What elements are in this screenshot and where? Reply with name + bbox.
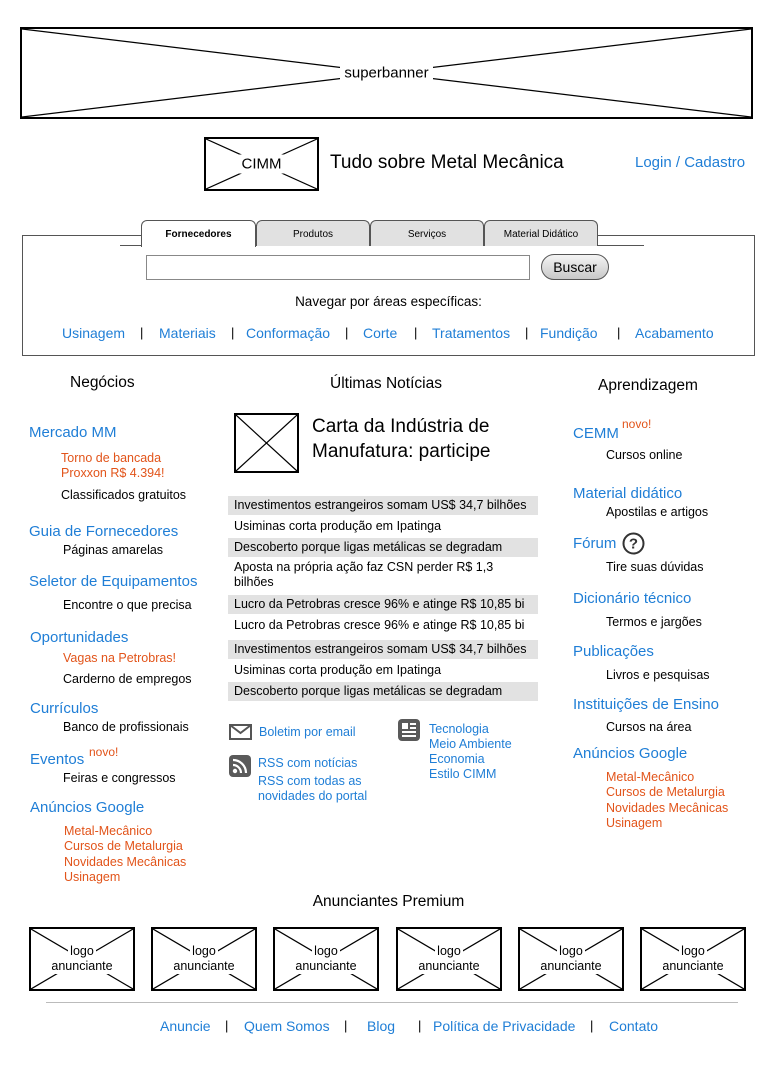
seletor-sub: Encontre o que precisa — [63, 598, 192, 612]
advertiser-logo[interactable] — [640, 927, 746, 991]
advertiser-logo[interactable] — [518, 927, 624, 991]
advertiser-logo[interactable] — [151, 927, 257, 991]
curriculos-sub: Banco de profissionais — [63, 720, 189, 734]
eventos-new-badge: novo! — [89, 745, 119, 759]
instituicoes-sub: Cursos na área — [606, 720, 692, 734]
logo-label: anunciante — [173, 959, 235, 973]
guia-sub: Páginas amarelas — [63, 543, 164, 557]
logo-label: logo — [559, 944, 583, 958]
separator: | — [617, 325, 621, 340]
noticias-title: Últimas Notícias — [330, 375, 442, 392]
google-ad-link[interactable]: Cursos de Metalurgia — [606, 785, 725, 799]
rss-all-link-line1[interactable]: RSS com todas as — [258, 774, 362, 788]
google-ad-link[interactable]: Usinagem — [606, 816, 663, 830]
tab-servicos[interactable]: Serviços — [370, 220, 484, 246]
separator: | — [525, 325, 529, 340]
area-usinagem[interactable]: Usinagem — [62, 325, 126, 341]
google-ad-link[interactable]: Metal-Mecânico — [64, 824, 153, 838]
superbanner[interactable] — [20, 27, 753, 119]
area-materiais[interactable]: Materiais — [159, 325, 216, 341]
logo-label: logo — [70, 944, 94, 958]
advertiser-logo[interactable] — [29, 927, 135, 991]
oportunidades-sub: Carderno de empregos — [63, 672, 192, 686]
cemm-sub: Cursos online — [606, 448, 683, 462]
news-item[interactable]: Usiminas corta produção em Ipatinga — [234, 519, 442, 533]
oportunidades-promo[interactable]: Vagas na Petrobras! — [63, 651, 177, 665]
category-link[interactable]: Economia — [429, 752, 485, 766]
google-ad-link[interactable]: Metal-Mecânico — [606, 770, 695, 784]
separator: | — [231, 325, 235, 340]
news-item[interactable]: Descoberto porque ligas metálicas se degradam — [228, 682, 538, 701]
search-button[interactable]: Buscar — [541, 254, 609, 280]
tab-fornecedores[interactable]: Fornecedores — [141, 220, 256, 247]
google-ad-link[interactable]: Novidades Mecânicas — [606, 801, 729, 815]
separator: | — [590, 1018, 594, 1033]
footer-divider — [46, 1002, 738, 1003]
news-item[interactable]: Usiminas corta produção em Ipatinga — [234, 663, 442, 677]
premium-title: Anunciantes Premium — [312, 893, 465, 910]
newspaper-icon — [398, 719, 420, 741]
separator: | — [345, 325, 349, 340]
material-sub: Apostilas e artigos — [606, 505, 709, 519]
placeholder-cross-icon — [236, 415, 297, 471]
advertiser-logo[interactable] — [273, 927, 379, 991]
separator: | — [225, 1018, 229, 1033]
separator: | — [414, 325, 418, 340]
svg-text:?: ? — [628, 535, 639, 553]
area-acabamento[interactable]: Acabamento — [635, 325, 714, 341]
site-logo-label: CIMM — [238, 155, 286, 174]
separator: | — [344, 1018, 348, 1033]
search-input[interactable] — [146, 255, 530, 280]
tab-produtos[interactable]: Produtos — [256, 220, 370, 246]
instituicoes-link[interactable]: Instituições de Ensino — [573, 696, 719, 713]
cemm-link[interactable]: CEMM — [573, 425, 619, 442]
logo-label: logo — [314, 944, 338, 958]
footer-link-contato[interactable]: Contato — [609, 1018, 659, 1034]
curriculos-link[interactable]: Currículos — [30, 700, 99, 717]
footer-link-anuncie[interactable]: Anuncie — [160, 1018, 211, 1034]
tab-material-didatico[interactable]: Material Didático — [484, 220, 598, 246]
rss-all-link-line2[interactable]: novidades do portal — [258, 789, 368, 803]
mercado-mm-link[interactable]: Mercado MM — [29, 424, 117, 441]
logo-label: anunciante — [418, 959, 480, 973]
forum-link[interactable]: Fórum — [573, 535, 617, 552]
category-link[interactable]: Tecnologia — [429, 722, 489, 736]
email-icon — [229, 724, 252, 740]
footer-link-privacidade[interactable]: Política de Privacidade — [433, 1018, 576, 1034]
cemm-new-badge: novo! — [622, 417, 652, 431]
news-item[interactable]: Descoberto porque ligas metálicas se degradam — [228, 538, 538, 557]
site-tagline: Tudo sobre Metal Mecânica — [330, 152, 564, 173]
negocios-title: Negócios — [70, 374, 135, 391]
google-ad-link[interactable]: Usinagem — [64, 870, 121, 884]
category-link[interactable]: Meio Ambiente — [429, 737, 512, 751]
rss-news-link[interactable]: RSS com notícias — [258, 756, 358, 770]
separator: | — [140, 325, 144, 340]
oportunidades-link[interactable]: Oportunidades — [30, 629, 129, 646]
news-item[interactable]: Investimentos estrangeiros somam US$ 34,7 bilhões — [228, 496, 538, 515]
google-ad-link[interactable]: Novidades Mecânicas — [64, 855, 187, 869]
forum-sub: Tire suas dúvidas — [606, 560, 704, 574]
publicacoes-sub: Livros e pesquisas — [606, 668, 710, 682]
featured-news-image[interactable] — [234, 413, 299, 473]
superbanner-label: superbanner — [340, 64, 432, 83]
guia-fornecedores-link[interactable]: Guia de Fornecedores — [29, 523, 179, 540]
separator: | — [418, 1018, 422, 1033]
featured-news-title[interactable]: Carta da Indústria de Manufatura: participe — [312, 416, 491, 462]
dicionario-sub: Termos e jargões — [606, 615, 702, 629]
logo-label: logo — [192, 944, 216, 958]
logo-label: anunciante — [540, 959, 602, 973]
news-item[interactable]: Aposta na própria ação faz CSN perder R$ 1,3 bilhões — [234, 560, 494, 589]
mercado-sub: Classificados gratuitos — [61, 488, 187, 502]
browse-label: Navegar por áreas específicas: — [295, 294, 482, 309]
area-corte[interactable]: Corte — [363, 325, 398, 341]
login-link[interactable]: Login / Cadastro — [635, 154, 746, 171]
google-ad-link[interactable]: Cursos de Metalurgia — [64, 839, 183, 853]
logo-label: anunciante — [662, 959, 724, 973]
area-tratamentos[interactable]: Tratamentos — [432, 325, 511, 341]
logo-label: anunciante — [295, 959, 357, 973]
mercado-promo-price[interactable]: Proxxon R$ 4.394! — [61, 466, 165, 480]
footer-link-quem-somos[interactable]: Quem Somos — [244, 1018, 330, 1034]
news-item[interactable]: Investimentos estrangeiros somam US$ 34,7 bilhões — [228, 640, 538, 659]
anuncios-google-title[interactable]: Anúncios Google — [30, 799, 145, 816]
logo-label: logo — [437, 944, 461, 958]
help-icon[interactable] — [622, 532, 645, 555]
category-link[interactable]: Estilo CIMM — [429, 767, 497, 781]
anuncios-google-title[interactable]: Anúncios Google — [573, 745, 688, 762]
publicacoes-link[interactable]: Publicações — [573, 643, 654, 660]
aprendizagem-title: Aprendizagem — [598, 377, 698, 394]
eventos-sub: Feiras e congressos — [63, 771, 176, 785]
logo-label: anunciante — [51, 959, 113, 973]
site-logo[interactable] — [204, 137, 319, 191]
material-didatico-link[interactable]: Material didático — [573, 485, 683, 502]
news-item[interactable]: Lucro da Petrobras cresce 96% e atinge R$ 10,85 bi — [228, 595, 538, 614]
dicionario-link[interactable]: Dicionário técnico — [573, 590, 692, 607]
eventos-link[interactable]: Eventos — [30, 751, 85, 768]
rss-icon — [229, 755, 251, 777]
mercado-promo[interactable]: Torno de bancada — [61, 451, 162, 465]
footer-link-blog[interactable]: Blog — [367, 1018, 396, 1034]
area-conformacao[interactable]: Conformação — [246, 325, 331, 341]
news-item[interactable]: Lucro da Petrobras cresce 96% e atinge R$ 10,85 bi — [234, 618, 525, 632]
newsletter-link[interactable]: Boletim por email — [259, 725, 356, 739]
area-fundicao[interactable]: Fundição — [540, 325, 598, 341]
logo-label: logo — [681, 944, 705, 958]
advertiser-logo[interactable] — [396, 927, 502, 991]
seletor-equipamentos-link[interactable]: Seletor de Equipamentos — [29, 573, 198, 590]
